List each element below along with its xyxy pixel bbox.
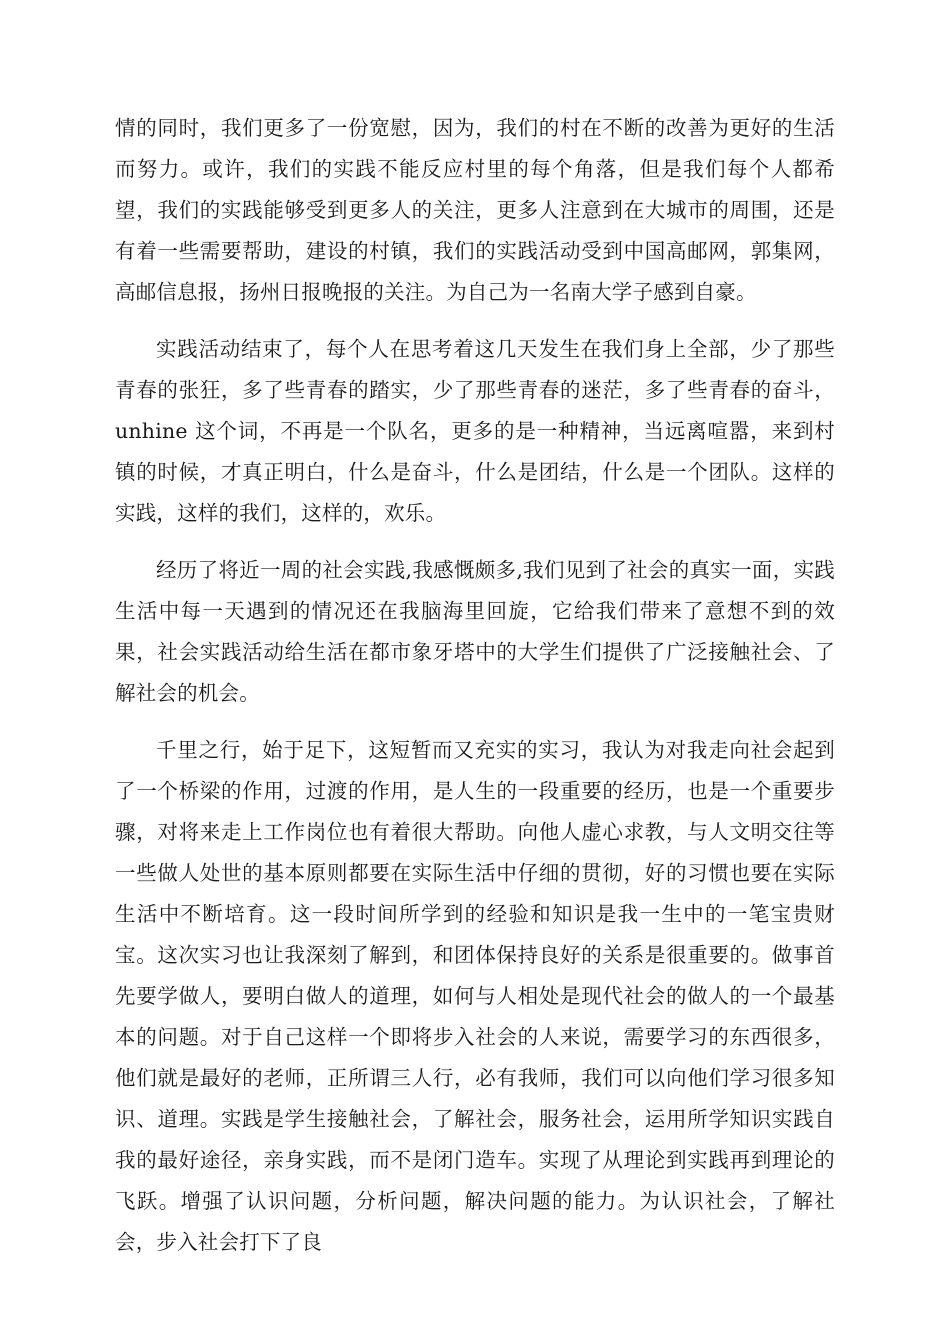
paragraph-continuation: 情的同时，我们更多了一份宽慰，因为，我们的村在不断的改善为更好的生活而努力。或许，我们的实践不能反应村里的每个角落，但是我们每个人都希望，我们的实践能够受到更多人的关注，更多人注意到在大城市的周围，还是有着一些需要帮助，建设的村镇，我们的实践活动受到中国高邮网，郭集网，高邮信息报，扬州日报晚报的关注。为自己为一名南大学子感到自豪。 — [115, 116, 835, 304]
document-body — [115, 108, 835, 1279]
paragraph-social-practice: 经历了将近一周的社会实践,我感慨颇多,我们见到了社会的真实一面，实践生活中每一天遇到的情况还在我脑海里回旋，它给我们带来了意想不到的效果，社会实践活动给生活在都市象牙塔中的大学生们提供了广泛接触社会、了解社会的机会。 — [115, 558, 835, 705]
paragraph-internship-reflection: 千里之行，始于足下，这短暂而又充实的实习，我认为对我走向社会起到了一个桥梁的作用，过渡的作用，是人生的一段重要的经历，也是一个重要步骤，对将来走上工作岗位也有着很大帮助。向他人虚心求教，与人文明交往等一些做人处世的基本原则都要在实际生活中仔细的贯彻，好的习惯也要在实际生活中不断培育。这一段时间所学到的经验和知识是我一生中的一笔宝贵财宝。这次实习也让我深刻了解到，和团体保持良好的关系是很重要的。做事首先要学做人，要明白做人的道理，如何与人相处是现代社会的做人的一个最基本的问题。对于自己这样一个即将步入社会的人来说，需要学习的东西很多，他们就是最好的老师，正所谓三人行，必有我师，我们可以向他们学习很多知识、道理。实践是学生接触社会，了解社会，服务社会，运用所学知识实践自我的最好途径，亲身实践，而不是闭门造车。实现了从理论到实践再到理论的飞跃。增强了认识问题，分析问题，解决问题的能力。为认识社会，了解社会，步入社会打下了良 — [115, 738, 835, 1254]
paragraph-activity-end: 实践活动结束了，每个人在思考着这几天发生在我们身上全部，少了那些青春的张狂，多了些青春的踏实，少了那些青春的迷茫，多了些青春的奋斗，unhine 这个词，不再是一个队名，更多的是一种精神，当远离喧嚣，来到村镇的时候，才真正明白，什么是奋斗，什么是团结，什么是一个团队。这样的实践，这样的我们，这样的，欢乐。 — [115, 337, 835, 525]
